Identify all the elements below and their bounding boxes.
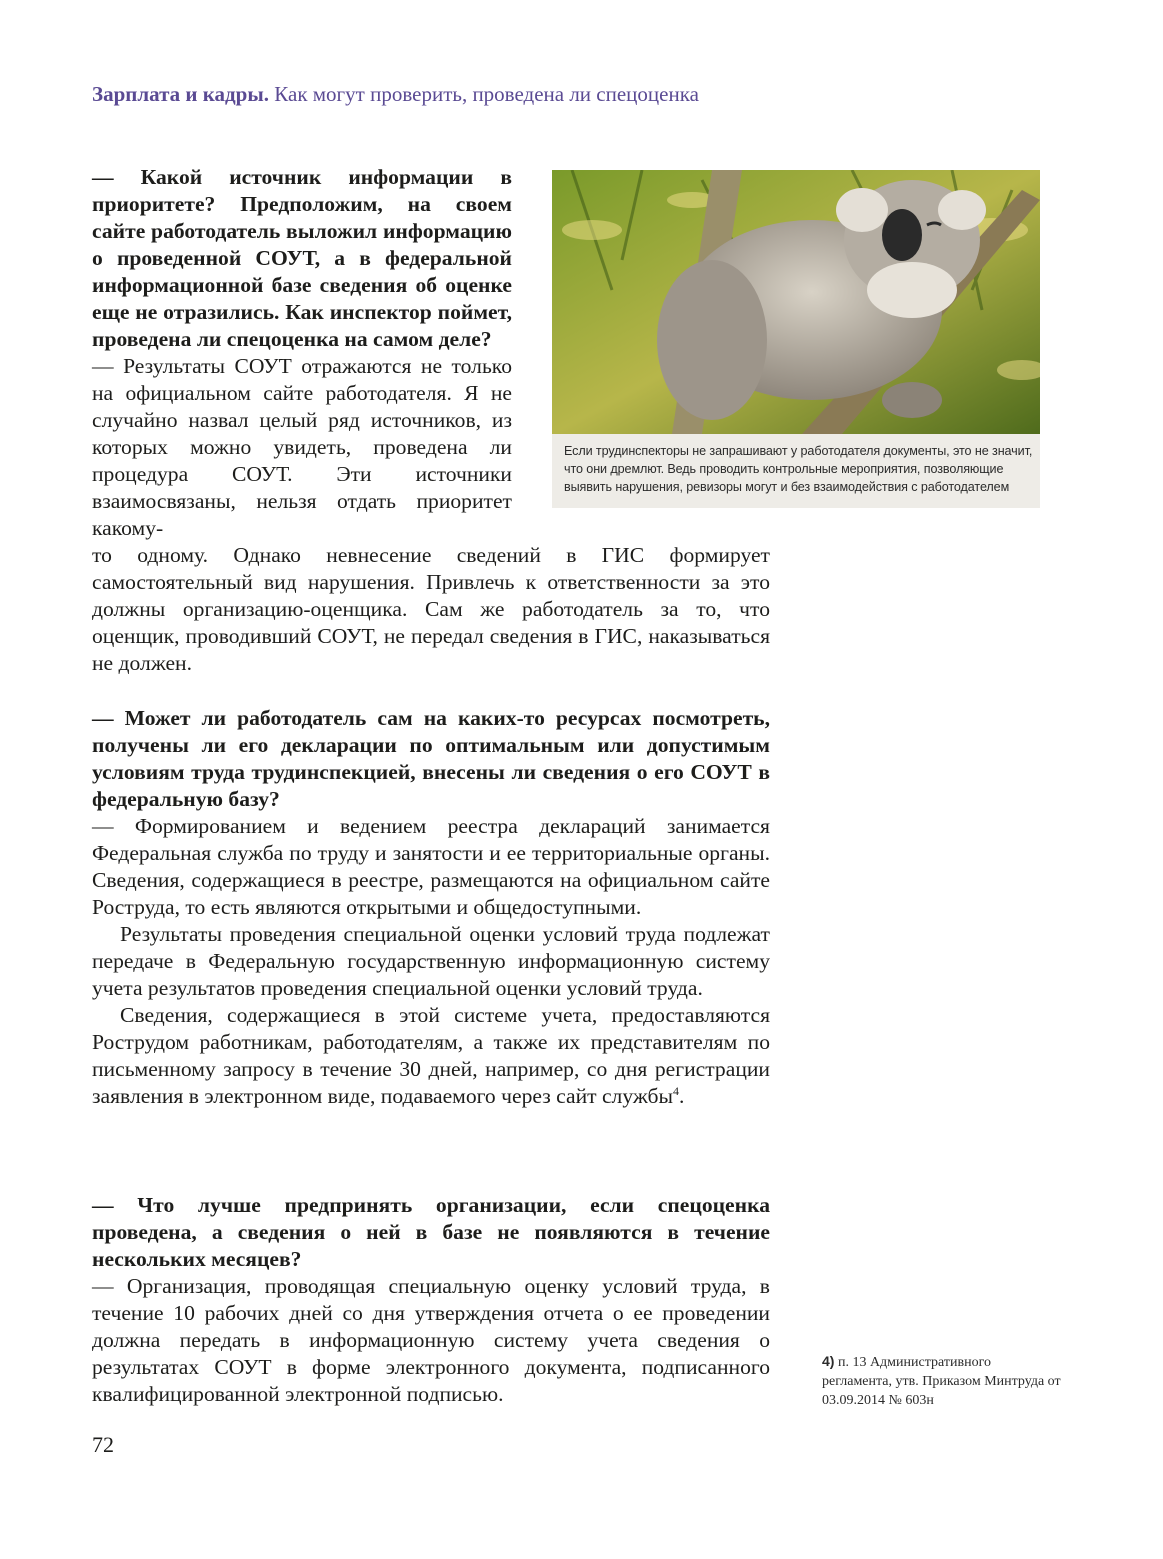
answer-1-part1: — Результаты СОУТ отражаются не только на официальном сайте работодателя. Я не случайно назвал целый ряд источников, из которых можно увидеть, проведена ли процедура СОУТ. Эти источники взаимосвязаны, нельзя отдать приоритет какому- xyxy=(92,354,512,540)
footnote-ref[interactable]: 4 xyxy=(672,1083,679,1098)
question-2: — Может ли работодатель сам на каких-то ресурсах посмотреть, получены ли его декларации по оптимальным или допустимым условиям труда трудинспекцией, внесены ли сведения о его СОУТ в федеральную базу? xyxy=(92,706,770,811)
answer-1-part2: то одному. Однако невнесение сведений в ГИС формирует самостоятельный вид нарушения. Привлечь к ответственности за это должны организацию-оценщика. Сам же работодатель за то, что оценщик, проводивший СОУТ, не передал сведения в ГИС, наказываться не должен. xyxy=(92,543,770,675)
answer-2-p3 xyxy=(92,1002,770,1110)
question-3: — Что лучше предпринять организации, если спецоценка проведена, а сведения о ней в базе не появляются в течение нескольких месяцев? xyxy=(92,1193,770,1271)
qa1-wide xyxy=(92,542,770,677)
footnote-number: 4) xyxy=(822,1353,835,1369)
answer-2-p1: — Формированием и ведением реестра деклараций занимается Федеральная служба по труду и занятости и ее территориальные органы. Сведения, содержащиеся в реестре, размещаются на официальном сайте Роструда, то есть являются открытыми и общедоступными. xyxy=(92,814,770,919)
question-1: — Какой источник информации в приоритете? Предположим, на своем сайте работодатель выложил информацию о проведенной СОУТ, а в федеральной информационной базе сведения об оценке еще не отразились. Как инспектор поймет, проведена ли спецоценка на самом деле? xyxy=(92,165,512,351)
photo-block xyxy=(552,170,1040,508)
answer-3: — Организация, проводящая специальную оценку условий труда, в течение 10 рабочих дней со дня утверждения отчета о ее проведении должна передать в информационную систему учета сведения о результатах СОУТ в форме электронного документа, подписанного квалифицированной электронной подписью. xyxy=(92,1274,770,1406)
answer-2-p3-end: . xyxy=(678,1084,685,1108)
qa2 xyxy=(92,705,770,1110)
photo-caption: Если трудинспекторы не запрашивают у работодателя документы, это не значит, что они дремлют. Ведь проводить контрольные мероприятия, позволяющие выявить нарушения, ревизоры могут и без взаимодействия с работодателем xyxy=(564,444,1033,494)
article-title: Как могут проверить, проведена ли спецоценка xyxy=(274,82,699,106)
footnote-text: п. 13 Административного регламента, утв. Приказом Минтруда от 03.09.2014 № 603н xyxy=(822,1355,1061,1408)
page-number: 72 xyxy=(92,1432,114,1457)
running-head xyxy=(92,82,1032,107)
qa1-narrow xyxy=(92,164,512,542)
answer-2-p2: Результаты проведения специальной оценки условий труда подлежат передаче в Федеральную государственную информационную систему учета результатов проведения специальной оценки условий труда. xyxy=(92,922,770,1000)
footnote xyxy=(822,1352,1062,1410)
answer-2-p3-text: Сведения, содержащиеся в этой системе учета, предоставляются Рострудом работникам, работодателям, а также их представителям по письменному запросу в течение 30 дней, например, со дня регистрации заявления в электронном виде, подаваемого через сайт службы xyxy=(92,1003,770,1108)
qa3 xyxy=(92,1192,770,1408)
koala-photo xyxy=(552,170,1040,434)
section-name: Зарплата и кадры. xyxy=(92,82,270,106)
